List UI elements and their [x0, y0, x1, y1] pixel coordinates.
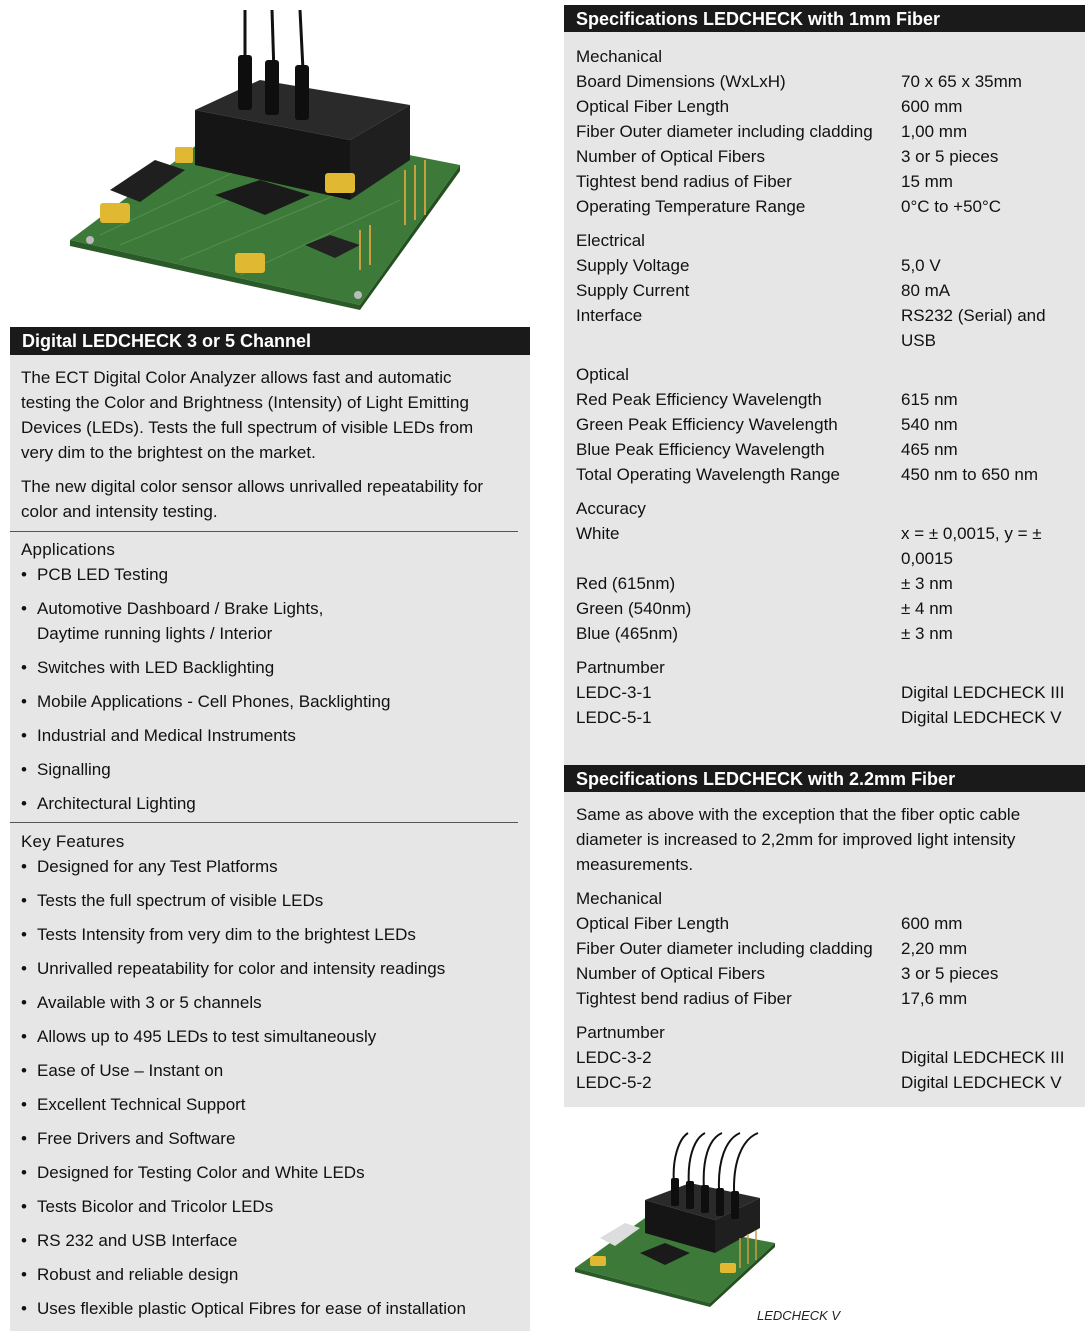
list-item: • Industrial and Medical Instruments [21, 723, 511, 748]
spec2-title: Specifications LEDCHECK with 2.2mm Fiber [576, 769, 956, 789]
spec1-title: Specifications LEDCHECK with 1mm Fiber [576, 9, 941, 29]
spec-row: Green Peak Efficiency Wavelength 540 nm [576, 415, 958, 434]
list-item: • Architectural Lighting [21, 791, 511, 816]
divider [10, 822, 518, 823]
spec-row: Fiber Outer diameter including cladding 1,00 mm [576, 122, 968, 141]
list-item: • Unrivalled repeatability for color and intensity readings [21, 956, 511, 981]
accuracy-heading: Accuracy [576, 499, 646, 518]
partnumber-heading: Partnumber [576, 658, 665, 677]
spec-row: Tightest bend radius of Fiber 17,6 mm [576, 989, 968, 1008]
partnumber-heading: Partnumber [576, 1023, 665, 1042]
list-item: • Tests Intensity from very dim to the brightest LEDs [21, 922, 511, 947]
list-item: • Tests Bicolor and Tricolor LEDs [21, 1194, 511, 1219]
spec-row: Red (615nm) ± 3 nm [576, 574, 953, 593]
list-item: • RS 232 and USB Interface [21, 1228, 511, 1253]
applications-list [21, 562, 511, 825]
list-item: • Tests the full spectrum of visible LEDs [21, 888, 511, 913]
spec-row: Fiber Outer diameter including cladding 2,20 mm [576, 939, 968, 958]
list-item: • Free Drivers and Software [21, 1126, 511, 1151]
electrical-heading: Electrical [576, 231, 645, 250]
divider [10, 531, 518, 532]
spec-row: Blue Peak Efficiency Wavelength 465 nm [576, 440, 958, 459]
mechanical-heading: Mechanical [576, 889, 662, 908]
photo-caption: LEDCHECK V [757, 1308, 841, 1323]
spec-row: LEDC-5-1 Digital LEDCHECK V [576, 708, 1062, 727]
spec-row: Interface RS232 (Serial) and USB [576, 306, 1046, 350]
spec-row: Number of Optical Fibers 3 or 5 pieces [576, 964, 999, 983]
list-item: • Excellent Technical Support [21, 1092, 511, 1117]
list-item: • Switches with LED Backlighting [21, 655, 511, 680]
list-item: • Designed for any Test Platforms [21, 854, 511, 879]
list-item: • Uses flexible plastic Optical Fibres for ease of installation [21, 1296, 511, 1321]
spec2-panel [564, 792, 1085, 1107]
list-item: • Mobile Applications - Cell Phones, Backlighting [21, 689, 511, 714]
intro-paragraph-1: The ECT Digital Color Analyzer allows fast and automatic testing the Color and Brightness (Intensity) of Light Emitting Devices (LEDs). Tests the full spectrum of visible LEDs from very dim to the brightest on the market. [21, 368, 474, 462]
spec-row: Number of Optical Fibers 3 or 5 pieces [576, 147, 999, 166]
list-item: • Available with 3 or 5 channels [21, 990, 511, 1015]
product-title: Digital LEDCHECK 3 or 5 Channel [22, 331, 312, 351]
list-item: • Automotive Dashboard / Brake Lights, Daytime running lights / Interior [21, 596, 337, 646]
spec2-title-bar [564, 765, 1085, 793]
ledcheck-v-photo [570, 1128, 780, 1308]
spec-row: Optical Fiber Length 600 mm [576, 97, 963, 116]
spec2-intro: Same as above with the exception that the fiber optic cable diameter is increased to 2,2mm for improved light intensity measurements. [576, 805, 1021, 874]
key-features-heading: Key Features [21, 832, 125, 851]
spec-row: Supply Voltage 5,0 V [576, 256, 941, 275]
spec-row: White x = ± 0,0015, y = ± 0,0015 [576, 524, 1042, 568]
spec-row: LEDC-3-2 Digital LEDCHECK III [576, 1048, 1065, 1067]
ledcheck-iii-photo [60, 10, 470, 310]
spec-row: Optical Fiber Length 600 mm [576, 914, 963, 933]
list-item: • PCB LED Testing [21, 562, 511, 587]
spec1-panel [564, 32, 1085, 765]
spec-row: Tightest bend radius of Fiber 15 mm [576, 172, 953, 191]
list-item: • Signalling [21, 757, 511, 782]
list-item: • Designed for Testing Color and White LEDs [21, 1160, 511, 1185]
mechanical-heading: Mechanical [576, 47, 662, 66]
spec2-table [576, 802, 1076, 1095]
spec-row: LEDC-3-1 Digital LEDCHECK III [576, 683, 1065, 702]
applications-heading: Applications [21, 540, 116, 559]
spec1-table [576, 44, 1076, 730]
left-panel [10, 355, 530, 1331]
spec-row: Operating Temperature Range 0°C to +50°C [576, 197, 1002, 216]
spec-row: LEDC-5-2 Digital LEDCHECK V [576, 1073, 1062, 1092]
left-title-bar [10, 327, 530, 355]
spec-row: Board Dimensions (WxLxH) 70 x 65 x 35mm [576, 72, 1022, 91]
intro-paragraph-2: The new digital color sensor allows unrivalled repeatability for color and intensity testing. [21, 477, 484, 521]
list-item: • Ease of Use – Instant on [21, 1058, 511, 1083]
list-item: • Robust and reliable design [21, 1262, 511, 1287]
key-features-list [21, 854, 511, 1330]
optical-heading: Optical [576, 365, 629, 384]
list-item: • Allows up to 495 LEDs to test simultaneously [21, 1024, 511, 1049]
spec1-title-bar [564, 5, 1085, 33]
spec-row: Blue (465nm) ± 3 nm [576, 624, 953, 643]
spec-row: Supply Current 80 mA [576, 281, 951, 300]
spec-row: Red Peak Efficiency Wavelength 615 nm [576, 390, 958, 409]
spec-row: Total Operating Wavelength Range 450 nm to 650 nm [576, 465, 1039, 484]
spec-row: Green (540nm) ± 4 nm [576, 599, 953, 618]
